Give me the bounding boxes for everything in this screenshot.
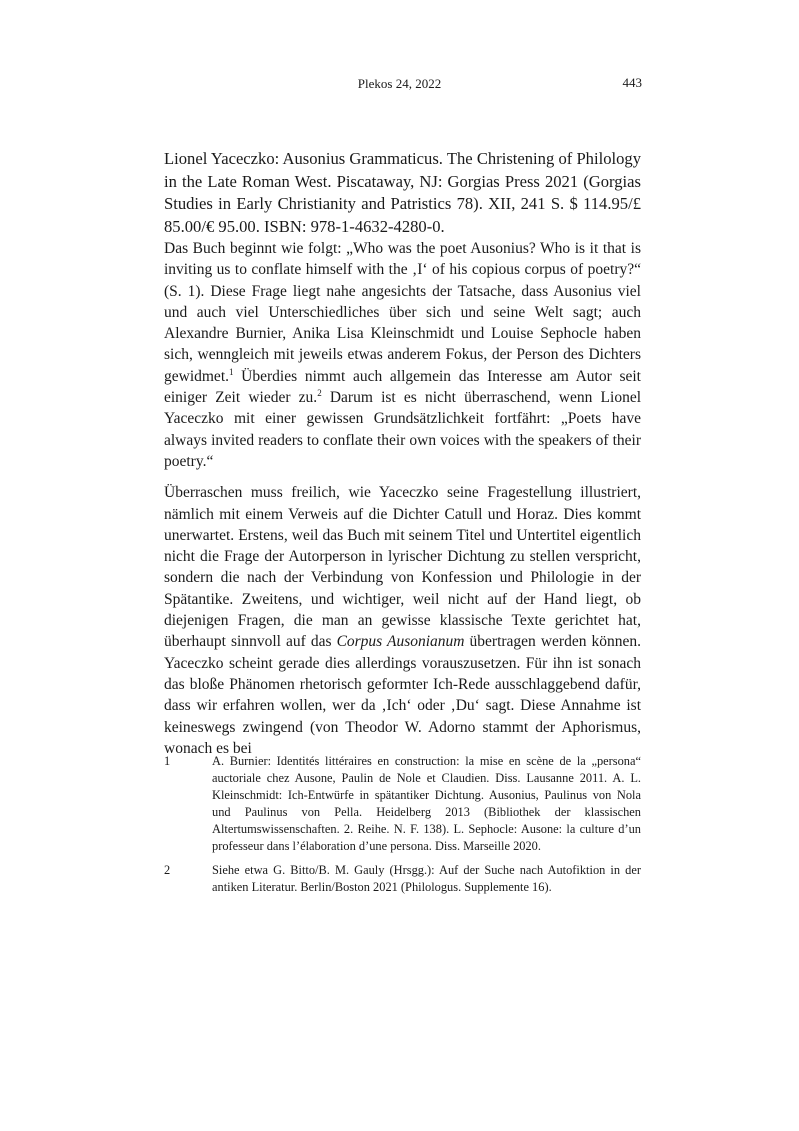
place-abbreviation: NJ bbox=[419, 171, 438, 191]
book-reference-text: Lionel Yaceczko: Ausonius Grammaticus. The Christening of Philology in the Late Roman West. Piscataway, bbox=[164, 149, 641, 191]
paragraph-text: Überraschen muss freilich, wie Yaceczko seine Fragestellung illustriert, nämlich mit einem Verweis auf die Dichter Catull und Horaz. Dies kommt unerwartet. Erstens, weil das Buch mit seinem Titel und Untertitel eigentlich nicht die Frage der Autorperson in lyrischer Dichtung zu stellen verspricht, sondern die nach der Verbindung von Konfession und Philologie in der Spätantike. Zweitens, und wichtiger, weil nicht auf der Hand liegt, ob diejenigen Fragen, die man an gewisse klassische Texte gerichtet hat, überhaupt sinnvoll auf das bbox=[164, 484, 641, 651]
footnote-2 bbox=[164, 862, 641, 896]
footnote-number: 2 bbox=[164, 863, 171, 878]
footnote-text: Siehe etwa G. Bitto/B. M. Gauly (Hrsgg.): Auf der Suche nach Autofiktion in der antiken Literatur. Berlin/Boston 2021 (Philologus. Supplemente 16). bbox=[212, 863, 641, 895]
paragraph-1 bbox=[164, 238, 641, 472]
paragraph-text: Das Buch beginnt wie folgt: „Who was the poet Ausonius? Who is it that is inviting us to conflate himself with the ‚I‘ of his copious corpus of poetry?“ (S. 1). Diese Frage liegt nahe angesichts der Tatsache, dass Ausonius viel und auch viel Unterschiedliches über sich und seine Welt sagt; auch Alexandre Burnier, Anika Lisa Kleinschmidt und Louise Sephocle haben sich, wenngleich mit jeweils etwas anderem Fokus, der Person des Dichters gewidmet. bbox=[164, 240, 641, 385]
footnote-number: 1 bbox=[164, 754, 171, 768]
footnotes bbox=[164, 753, 641, 904]
footnote-1 bbox=[164, 753, 641, 854]
paragraph-text: Darum ist es nicht überraschend, wenn Lionel Yaceczko mit einer gewissen Grundsätzlichkeit fortfährt: „Poets have always invited readers to conflate their own voices with the speakers of their poetry.“ bbox=[164, 389, 642, 470]
paragraph-2 bbox=[164, 482, 641, 759]
page-number: 443 bbox=[622, 75, 642, 90]
footnote-text: A. Burnier: Identités littéraires en construction: la mise en scène de la „persona“ auctoriale chez Ausone, Paulin de Nole et Claudien. Diss. Lausanne 2011. A. L. Kleinschmidt: Ich-Entwürfe in spätantiker Dichtung. Ausonius, Paulinus von Nola und Paulinus von Pella. Heidelberg 2013 (Bibliothek der klassischen Altertumswissenschaften. 2. Reihe. N. F. 138). L. Sephocle: Ausone: la culture d’un professeur dans l’élaboration d’une persona. Diss. Marseille 2020. bbox=[212, 754, 641, 853]
italic-title: Corpus Ausonianum bbox=[336, 633, 465, 651]
book-reference-text: : Gorgias Press 2021 (Gorgias Studies in Early Christianity and Patristics 78). bbox=[164, 171, 641, 213]
paragraph-text: übertragen werden können. Yaceczko scheint gerade dies allerdings vorauszusetzen. Für ihn ist sonach das bloße Phänomen rhetorisch geformter Ich-Rede ausschlaggebend dafür, dass wir erfahren wollen, wer da ‚Ich‘ oder ‚Du‘ sagt. Diese Annahme ist keineswegs zwingend (von Theodor W. Adorno stammt der Aphorismus, wonach es bei bbox=[164, 633, 642, 757]
roman-page-count: XII bbox=[488, 194, 512, 213]
paragraph-text: Überdies nimmt auch allgemein das Interesse am Autor seit einiger Zeit wieder zu. bbox=[164, 367, 641, 407]
running-head bbox=[0, 76, 799, 96]
book-reference bbox=[164, 148, 641, 238]
journal-title: Plekos 24, 2022 bbox=[357, 76, 442, 91]
footnote-ref-2[interactable]: 2 bbox=[317, 387, 322, 398]
review-body bbox=[164, 238, 641, 769]
book-reference-text: , 241 S. $ 114.95/£ 85.00/€ 95.00. ISBN: 978-1-4632-4280-0. bbox=[164, 194, 641, 236]
footnote-ref-1[interactable]: 1 bbox=[229, 366, 234, 377]
